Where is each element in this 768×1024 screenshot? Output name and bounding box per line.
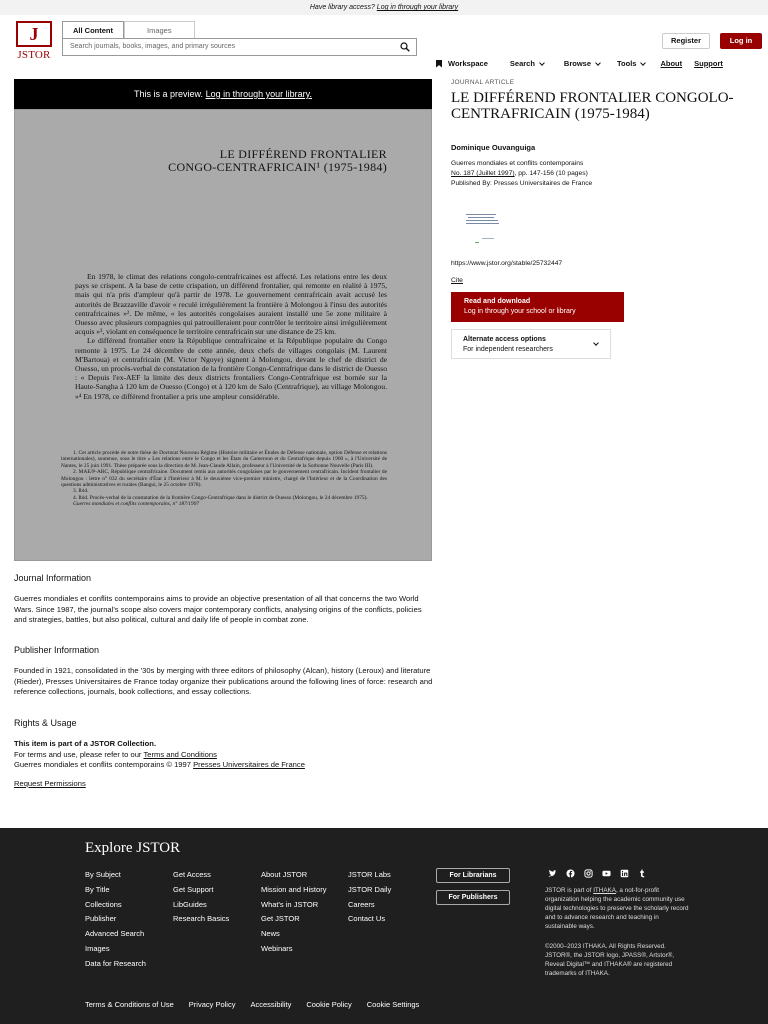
main-nav xyxy=(436,59,723,68)
footer-bottom-link[interactable]: Accessibility xyxy=(250,1000,292,1009)
footer-col-about xyxy=(261,868,326,957)
article-type: JOURNAL ARTICLE xyxy=(451,79,515,86)
terms-prefix: For terms and use, please refer to our xyxy=(14,749,144,759)
footer-link[interactable]: Research Basics xyxy=(173,914,230,924)
collection-note: This item is part of a JSTOR Collection. xyxy=(14,739,157,748)
site-header xyxy=(0,15,768,68)
for-publishers-button[interactable]: For Publishers xyxy=(436,890,510,905)
preview-login-link[interactable]: Log in through your library. xyxy=(205,89,312,99)
facebook-icon[interactable] xyxy=(566,869,575,878)
terms-line xyxy=(14,750,434,761)
nav-tools-label: Tools xyxy=(617,59,637,68)
stable-url[interactable]: https://www.jstor.org/stable/25732447 xyxy=(451,260,563,267)
footer-col-access xyxy=(173,868,229,927)
article-title: LE DIFFÉREND FRONTALIER CONGOLO-CENTRAFRICAIN (1975-1984) xyxy=(451,90,734,122)
nav-browse[interactable] xyxy=(564,59,600,68)
social-links xyxy=(548,869,647,878)
publisher-info-text: Founded in 1921, consolidated in the '30s by merging with three editors of philosophy (Alcan), history (Leroux) and literature (Rieder), Presses Universitaires de France today organize their publications around the following lines of force: research and reference collections, journals, book collections, and essay collections. xyxy=(14,666,433,696)
search-icon[interactable] xyxy=(400,42,410,52)
footer-link[interactable]: By Subject xyxy=(85,870,121,879)
tumblr-icon[interactable] xyxy=(638,869,647,878)
footer-link[interactable]: LibGuides xyxy=(173,899,207,909)
rights-section xyxy=(14,739,434,771)
logo-letter: J xyxy=(29,24,39,44)
footer-bottom-link[interactable]: Privacy Policy xyxy=(188,1000,236,1009)
copyright-prefix: Guerres mondiales et conflits contemporains © 1997 xyxy=(14,760,194,769)
tab-all-content[interactable]: All Content xyxy=(62,21,124,39)
preview-title-line2: CONGO-CENTRAFRICAIN¹ (1975-1984) xyxy=(168,160,387,174)
footer-link[interactable]: Mission and History xyxy=(261,884,327,894)
article-author[interactable]: Dominique Ouvanguiga xyxy=(451,143,536,152)
footer-link[interactable]: Images xyxy=(85,943,110,953)
login-button[interactable]: Log in xyxy=(720,33,762,49)
search-tabs xyxy=(62,21,195,39)
site-footer xyxy=(0,828,768,1024)
footer-link[interactable]: Collections xyxy=(85,899,122,909)
nav-search[interactable] xyxy=(510,59,544,68)
footer-link[interactable]: Get Support xyxy=(173,884,214,894)
copyright-line xyxy=(14,760,434,771)
published-by-label: Published By: xyxy=(451,180,494,187)
journal-info-heading: Journal Information xyxy=(14,573,92,583)
for-librarians-button[interactable]: For Librarians xyxy=(436,868,510,883)
footer-link[interactable]: Get Access xyxy=(173,870,211,879)
publisher-link[interactable]: Presses Universitaires de France xyxy=(493,180,593,187)
read-subtitle: Log in through your school or library xyxy=(464,308,576,315)
about-prefix: JSTOR is part of xyxy=(545,887,594,894)
preview-paragraph: Le différend frontalier entre la République centrafricaine et la République populaire du Congo remonte à 1975. Le 24 décembre de cette année, deux chefs de villages congolais (M. Laurent M'Bartoua) et centrafricain (M. Victor Ngoye) signent à Molongou, devant le chef de district de Ouesso, un procès-verbal de constatation de la frontière Congo-Centrafrique dans le district de Ouesso : « Depuis l'ex-AEF la limite des deux districts frontaliers Congo-Centrafrique est bornée sur la Haute-Sangha à 120 km de Ouesso (Congo) et à 120 km de Salo (Centrafrique), au village Molongou. »⁴ En 1978, ce différend frontalier a pris une ampleur considérable. xyxy=(75,336,387,401)
read-and-download-button[interactable] xyxy=(451,292,624,322)
logo-word: JSTOR xyxy=(17,49,51,61)
read-title: Read and download xyxy=(464,298,531,305)
jstor-logo[interactable] xyxy=(14,21,54,61)
preview-notice xyxy=(14,79,432,109)
alternate-access-dropdown[interactable] xyxy=(451,329,611,359)
footer-link[interactable]: Get JSTOR xyxy=(261,914,300,924)
footer-heading: Explore JSTOR xyxy=(85,840,181,856)
library-access-banner xyxy=(0,0,768,15)
journal-name[interactable]: Guerres mondiales et conflits contemporains xyxy=(451,160,584,167)
footer-link[interactable]: Webinars xyxy=(261,943,293,953)
about-rest: , a not-for-profit organization helping the academic community use digital technologies to preserve the scholarly record and to advance research and teaching in sustainable ways. xyxy=(545,887,689,930)
issue-info xyxy=(451,170,588,177)
preview-notice-text: This is a preview. xyxy=(134,89,204,99)
preview-footnote: 2. MAE/P-ARC, République centrafricaine. Document remis aux autorités congolaises par le gouvernement centrafricain. Incident frontalier de Molongou : lettre n° 032 du secrétaire d'État à l'Intérieur à M. le deuxième vice-premier ministre, chargé de l'Intérieur et de la Coordination des questions administratives et rurales (Bangui, le 25 octobre 1978). xyxy=(61,469,387,489)
first-page-thumbnail[interactable] xyxy=(462,208,502,252)
preview-footnote: 3. Ibid. xyxy=(73,488,89,495)
footer-about-text xyxy=(545,887,690,932)
preview-title-line1: LE DIFFÉREND FRONTALIER xyxy=(219,147,387,161)
cite-link[interactable]: Cite xyxy=(451,277,463,284)
terms-link[interactable]: Terms and Conditions xyxy=(143,749,217,759)
footer-link[interactable]: Careers xyxy=(348,899,375,909)
footer-bottom-link[interactable]: Terms & Conditions of Use xyxy=(85,1000,174,1009)
search-placeholder: Search journals, books, images, and primary sources xyxy=(70,43,235,50)
banner-login-link[interactable]: Log in through your library xyxy=(376,4,459,11)
nav-search-label: Search xyxy=(509,59,535,68)
alt-title: Alternate access options xyxy=(463,336,546,343)
footer-link[interactable]: Advanced Search xyxy=(85,929,145,939)
nav-workspace-label: Workspace xyxy=(448,59,488,68)
preview-footnote: 4. Ibid. Procès-verbal de la constatation de la frontière Congo-Centrafrique dans le district de Ouesso (Molongou, le 24 décembre 1975). xyxy=(73,494,368,501)
nav-workspace[interactable] xyxy=(436,59,488,68)
bookmark-icon xyxy=(436,60,442,68)
footer-bottom-link[interactable]: Cookie Policy xyxy=(306,1000,352,1009)
preview-paragraph: En 1978, le climat des relations congolo-centrafricaines est affecté. Les relations entre les deux pays se crispent. A la base de cette crispation, un différend frontalier, qui remonte en réalité à 1975, mais qui n'a pris d'ampleur qu'à partir de 1978. Le gouvernement centrafricain avait accusé les autorités de Brazzaville d'avoir « reculé irrégulièrement la frontière à Molongou à l'insu des autorités centrafricaines »². De même, « les autorités congolaises auraient installé une 5e zone militaire à Ouesso avec plusieurs compagnies qui patrouilleraient pour contrôler le territoire ainsi irrégulièrement acquis »³, violant en conséquence le territoire centrafricain sur une distance de 25 km. xyxy=(75,272,387,337)
footer-link[interactable]: JSTOR Daily xyxy=(348,884,392,894)
instagram-icon[interactable] xyxy=(584,869,593,878)
footer-link[interactable]: JSTOR Labs xyxy=(348,870,391,879)
nav-tools[interactable] xyxy=(617,59,645,68)
issue-link[interactable]: No. 187 (Juillet 1997) xyxy=(451,170,515,177)
footer-link[interactable]: By Title xyxy=(85,884,110,894)
preview-journal-footer: Guerres mondiales et conflits contemporains, n° 187/1997 xyxy=(73,501,200,508)
preview-footnote: 1. Cet article procède de notre thèse de Doctorat Nouveau Régime (Histoire militaire et Études de Défense nationale, option Défense et relations internationales), soutenue, sous le titre « Les relations entre le Congo et les États du Cameroun et du Centrafrique depuis 1960 », à l'Université de Nantes, le 25 juin 1991. Thèse préparée sous la direction de M. Jean-Claude Allain, professeur à l'Université de la Sorbonne Nouvelle (Paris III). xyxy=(61,450,387,469)
footer-link[interactable]: Contact Us xyxy=(348,914,386,924)
alt-subtitle: For independent researchers xyxy=(463,346,553,353)
register-button[interactable]: Register xyxy=(662,33,710,49)
copyright-publisher-link[interactable]: Presses Universitaires de France xyxy=(193,760,305,769)
youtube-icon[interactable] xyxy=(602,869,611,878)
chevron-down-icon xyxy=(595,60,601,66)
footer-col-more xyxy=(348,868,391,927)
search-input[interactable] xyxy=(62,38,417,56)
preview-body-text xyxy=(75,272,387,401)
request-permissions-link[interactable]: Request Permissions xyxy=(14,779,86,788)
preview-page-title xyxy=(61,148,387,174)
footer-copyright: ©2000–2023 ITHAKA. All Rights Reserved. JSTOR®, the JSTOR logo, JPASS®, Artstor®, Reveal Digital™ and ITHAKA® are registered trademarks of ITHAKA. xyxy=(545,943,675,977)
publisher-info-heading: Publisher Information xyxy=(14,645,100,655)
nav-support[interactable]: Support xyxy=(694,59,723,68)
ithaka-link[interactable]: ITHAKA xyxy=(593,887,616,894)
linkedin-icon[interactable] xyxy=(620,869,629,878)
preview-footnotes xyxy=(61,450,387,508)
footer-link[interactable]: Data for Research xyxy=(85,958,146,968)
issue-pages: , pp. 147-156 (10 pages) xyxy=(514,170,588,177)
nav-browse-label: Browse xyxy=(563,59,592,68)
footer-bottom-links xyxy=(85,1000,419,1009)
footer-link[interactable]: Publisher xyxy=(85,914,117,924)
footer-col-browse xyxy=(85,868,146,972)
logo-mark xyxy=(16,21,52,47)
footer-bottom-link[interactable]: Cookie Settings xyxy=(366,1000,420,1009)
journal-info-text: Guerres mondiales et conflits contemporains aims to provide an objective presentation of all that concerns the two World Wars. Since 1987, the journal's scope also covers major contemporary conflicts, analysing origins of the conflicts, policies and strategies, battles, but also political, cultural and daily life of people in combat zone. xyxy=(14,594,422,624)
nav-about[interactable]: About xyxy=(660,59,683,68)
footer-link[interactable]: News xyxy=(261,929,280,939)
footer-link[interactable]: What's in JSTOR xyxy=(261,899,319,909)
tab-images[interactable]: Images xyxy=(124,21,195,39)
banner-text: Have library access? xyxy=(309,4,375,11)
rights-heading: Rights & Usage xyxy=(14,718,77,728)
footer-link[interactable]: About JSTOR xyxy=(261,870,308,879)
chevron-down-icon xyxy=(641,60,647,66)
publisher-line xyxy=(451,180,592,187)
article-preview-page xyxy=(14,109,432,561)
chevron-down-icon xyxy=(539,60,545,66)
twitter-icon[interactable] xyxy=(548,869,557,878)
article-details xyxy=(451,79,761,353)
